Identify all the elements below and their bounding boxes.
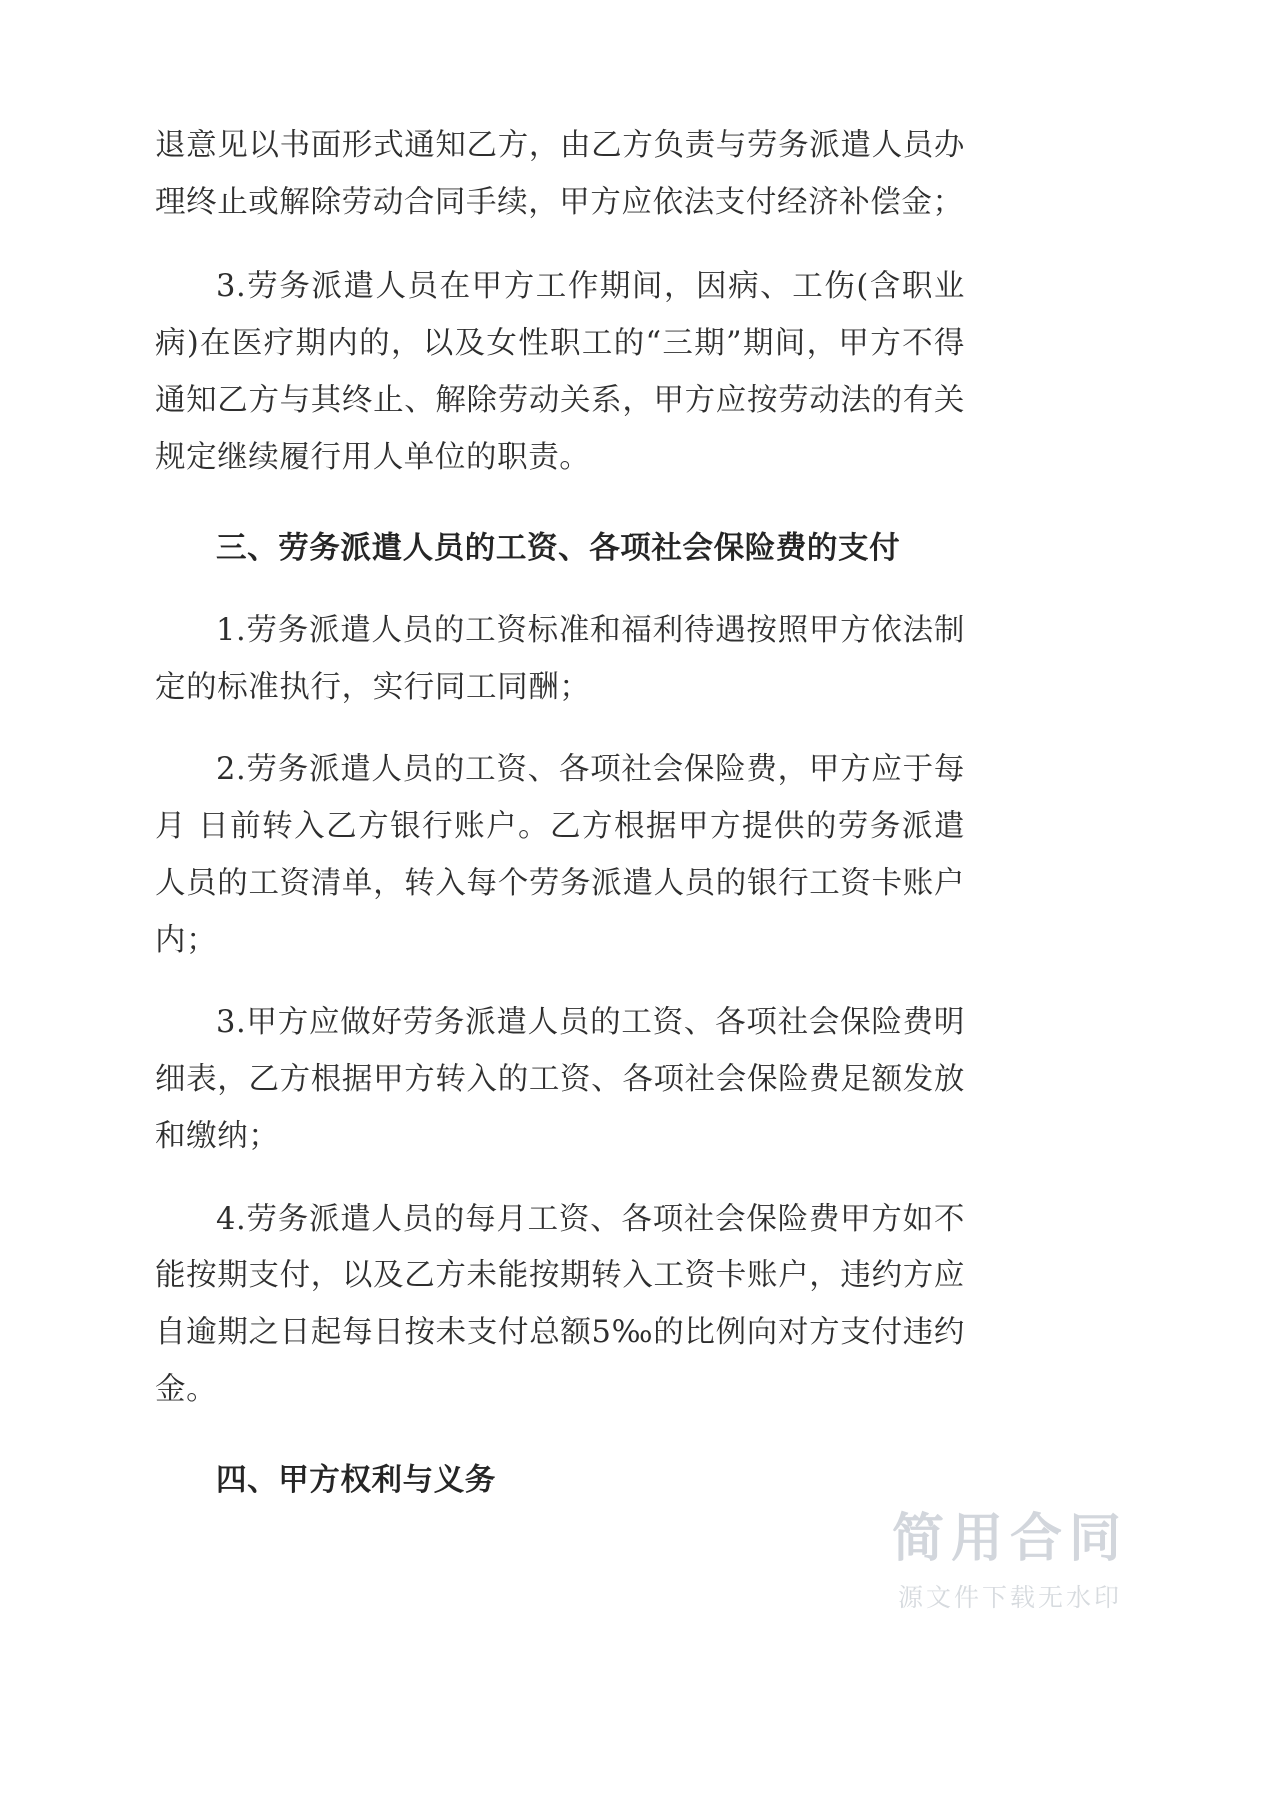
watermark <box>800 1508 1220 1614</box>
paragraph-3-4: 4.劳务派遣人员的每月工资、各项社会保险费甲方如不能按期支付，以及乙方未能按期转入工资卡账户，违约方应自逾期之日起每日按未支付总额5‰的比例向对方支付违约金。 <box>155 1201 965 1407</box>
heading-section-3: 三、劳务派遣人员的工资、各项社会保险费的支付 <box>216 530 901 567</box>
paragraph-3-3: 3.甲方应做好劳务派遣人员的工资、各项社会保险费明细表，乙方根据甲方转入的工资、各项社会保险费足额发放和缴纳； <box>155 1005 965 1154</box>
paragraph-3-1: 1.劳务派遣人员的工资标准和福利待遇按照甲方依法制定的标准执行，实行同工同酬； <box>155 613 965 705</box>
paragraph-item-3-medical: 3.劳务派遣人员在甲方工作期间，因病、工伤(含职业病)在医疗期内的，以及女性职工的“三期”期间，甲方不得通知乙方与其终止、解除劳动关系，甲方应按劳动法的有关规定继续履行用人单位的职责。 <box>155 269 965 475</box>
watermark-subtitle: 源文件下载无水印 <box>897 1583 1122 1612</box>
paragraph-3-2: 2.劳务派遣人员的工资、各项社会保险费，甲方应于每月 日前转入乙方银行账户。乙方根据甲方提供的劳务派遣人员的工资清单，转入每个劳务派遣人员的银行工资卡账户内； <box>155 752 965 958</box>
paragraph-continuation: 退意见以书面形式通知乙方，由乙方负责与劳务派遣人员办理终止或解除劳动合同手续，甲方应依法支付经济补偿金； <box>155 128 965 220</box>
document-body <box>155 118 965 1535</box>
watermark-title: 简用合同 <box>891 1508 1128 1569</box>
heading-section-4: 四、甲方权利与义务 <box>216 1462 496 1499</box>
